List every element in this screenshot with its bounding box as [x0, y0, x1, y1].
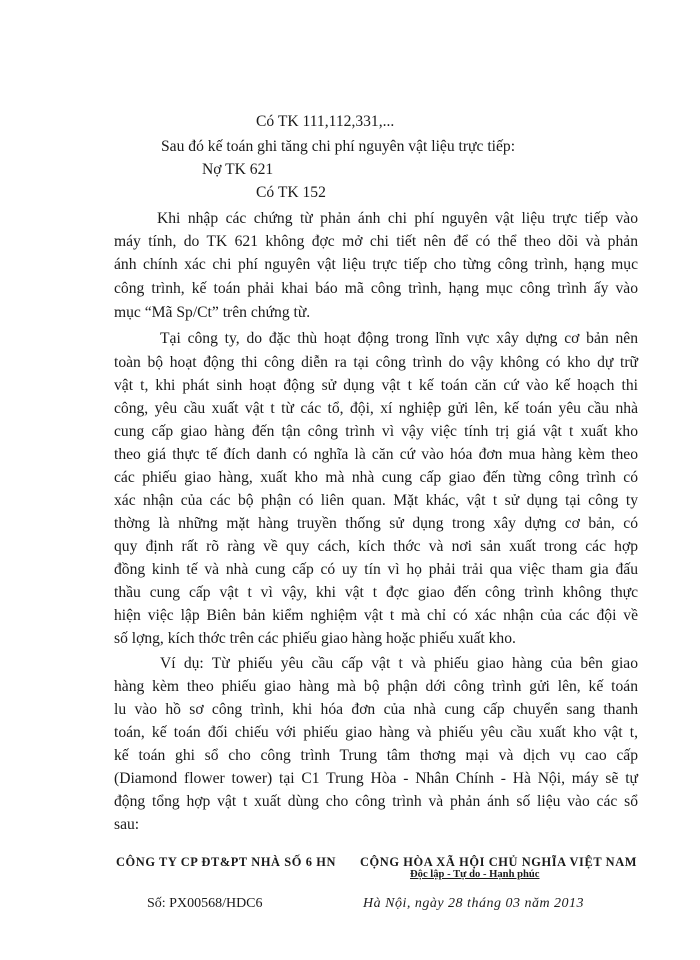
paragraph-2-line: cung cấp giao hàng đến tận công trình vì vậy việc tính trị giá vật t xuất kho [114, 423, 638, 440]
paragraph-2-line: Tại công ty, do đặc thù hoạt động trong lĩnh vực xây dựng cơ bản nên [160, 330, 638, 347]
paragraph-2-line: công, yêu cầu xuất vật t từ các tổ, đội, xí nghiệp gửi lên, kế toán yêu cầu nhà [114, 400, 638, 417]
paragraph-3-line: động tổng hợp vật t xuất dùng cho công trình và phản ánh số liệu vào các sổ [114, 793, 638, 810]
paragraph-3-line: hàng kèm theo phiếu giao hàng mà bộ phận dới công trình gửi lên, kế toán [114, 678, 638, 695]
paragraph-2-line: số lợng, kích thớc trên các phiếu giao hàng hoặc phiếu xuất kho. [114, 630, 516, 647]
paragraph-2-line: hiện việc lập Biên bản kiểm nghiệm vật t mà chỉ có xác nhận của các đội về [114, 607, 638, 624]
paragraph-2-line: đồng kinh tế và nhà cung cấp có uy tín vì họ phải trải qua việc tham gia đấu [114, 561, 638, 578]
paragraph-2-line: thầu cung cấp vật t vì vậy, khi vật t đợc giao đến công trình không thực [114, 584, 638, 601]
paragraph-2-line: các phiếu giao hàng, xuất kho mà nhà cung cấp giao đến từng công trình có [114, 469, 638, 486]
paragraph-2-line: theo giá thực tế đích danh có nghĩa là căn cứ vào hóa đơn mua hàng kèm theo [114, 446, 638, 463]
credit-line-152: Có TK 152 [256, 184, 326, 201]
paragraph-1-line: máy tính, do TK 621 không đợc mở chi tiết nên để có thể theo dõi và phản [114, 233, 638, 250]
paragraph-2-line: thờng là những mặt hàng truyền thống sử dụng trong xây dựng cơ bản, có [114, 515, 638, 532]
paragraph-2-line: toàn bộ hoạt động thi công diễn ra tại công trình do vậy không có kho dự trữ [114, 354, 638, 371]
company-name: CÔNG TY CP ĐT&PT NHÀ SỐ 6 HN [116, 855, 337, 869]
paragraph-3-line: sau: [114, 816, 140, 833]
paragraph-2-line: xác nhận của các bộ phận có liên quan. Mặt khác, vật t sử dụng tại công ty [114, 492, 638, 509]
paragraph-3-line: (Diamond flower tower) tại C1 Trung Hòa - Nhân Chính - Hà Nội, máy sẽ tự [114, 770, 638, 787]
credit-line-cash: Có TK 111,112,331,... [256, 113, 395, 130]
document-date: Hà Nội, ngày 28 tháng 03 năm 2013 [363, 896, 585, 911]
paragraph-3-line: kế toán ghi sổ cho công trình Trung tâm thơng mại và dịch vụ cao cấp [114, 747, 638, 764]
paragraph-2-line: vật t, khi phát sinh hoạt động sử dụng vật t kế toán căn cứ vào kế hoạch thi [114, 377, 638, 394]
paragraph-1-line: Khi nhập các chứng từ phản ánh chi phí nguyên vật liệu trực tiếp vào [157, 210, 638, 227]
paragraph-3-line: toán, kế toán đối chiếu với phiếu giao hàng và phiếu yêu cầu xuất kho vật t, [114, 724, 638, 741]
document-number: Số: PX00568/HDC6 [147, 896, 263, 911]
national-title: CỘNG HÒA XÃ HỘI CHỦ NGHĨA VIỆT NAM [360, 855, 638, 869]
paragraph-2-line: quy định rất rõ ràng về quy cách, kích thớc và nơi sản xuất trong các hợp [114, 538, 638, 555]
paragraph-1-line: công trình, kế toán phải khai báo mã công trình, hạng mục công trình ấy vào [114, 280, 638, 297]
paragraph-3-line: lu vào hồ sơ công trình, khi hóa đơn của nhà cung cấp chuyển sang thanh [114, 701, 638, 718]
paragraph-3-line: Ví dụ: Từ phiếu yêu cầu cấp vật t và phiếu giao hàng của bên giao [160, 655, 638, 672]
paragraph-1-line: ánh chính xác chi phí nguyên vật liệu trực tiếp cho từng công trình, hạng mục [114, 256, 638, 273]
debit-line-621: Nợ TK 621 [202, 161, 274, 178]
paragraph-1-line: mục “Mã Sp/Ct” trên chứng từ. [114, 304, 311, 321]
national-motto: Độc lập - Tự do - Hạnh phúc [410, 869, 540, 880]
intro-line: Sau đó kế toán ghi tăng chi phí nguyên vật liệu trực tiếp: [161, 138, 516, 155]
